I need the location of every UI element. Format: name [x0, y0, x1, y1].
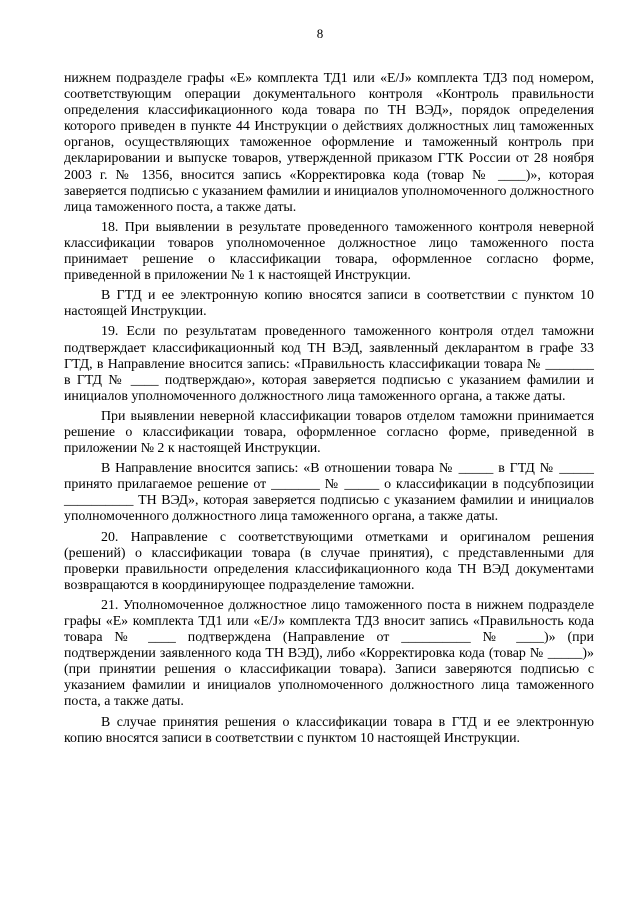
paragraph-wrong-classification: При выявлении неверной классификации товаров отделом таможни принимается решение о классификации товара, оформленное согласно форме, приведенной в приложении № 2 к настоящей Инструкции. — [64, 408, 594, 457]
paragraph-final: В случае принятия решения о классификации товара в ГТД и ее электронную копию вносятся записи в соответствии с пунктом 10 настоящей Инструкции. — [64, 714, 594, 746]
document-body — [64, 71, 594, 751]
paragraph-item-18: 18. При выявлении в результате проведенного таможенного контроля неверной классификации товаров уполномоченное должностное лицо таможенного поста принимает решение о классификации товара, оформленное согласно форме, приведенной в приложении № 1 к настоящей Инструкции. — [64, 219, 594, 284]
paragraph-direction-record: В Направление вносится запись: «В отношении товара № _____ в ГТД № _____ принято прилагаемое решение от _______ № _____ о классификации в подсубпозиции __________ ТН ВЭД», которая заверяется подписью с указанием фамилии и инициалов уполномоченного должностного лица таможенного органа, а также даты. — [64, 461, 594, 525]
page-number: 8 — [316, 26, 324, 41]
paragraph-item-21: 21. Уполномоченное должностное лицо таможенного поста в нижнем подразделе графы «Е» комплекта ТД1 или «Е/J» комплекта ТД3 вносит запись «Правильность кода товара № ____ подтверждена (Направление от __________ № ____)» (при подтверждении заявленного кода ТН ВЭД), либо «Корректировка кода (товар № _____)» (при принятии решения о классификации товара). Записи заверяются подписью с указанием фамилии и инициалов уполномоченного должностного лица таможенного поста, а также даты. — [64, 597, 594, 710]
paragraph-continuation: нижнем подразделе графы «Е» комплекта ТД1 или «Е/J» комплекта ТД3 под номером, соответствующим операции документального контроля «Контроль правильности определения классификационного кода товара по ТН ВЭД», порядок определения которого приведен в пункте 44 Инструкции о действиях должностных лиц таможенных органов, осуществляющих таможенное оформление и таможенный контроль при декларировании и выпуске товаров, утвержденной приказом ГТК России от 28 ноября 2003 г. № 1356, вносится запись «Корректировка кода (товар № ____)», которая заверяется подписью с указанием фамилии и инициалов уполномоченного должностного лица таможенного поста, а также даты. — [64, 71, 594, 215]
paragraph-item-19: 19. Если по результатам проведенного таможенного контроля отдел таможни подтверждает классификационный код ТН ВЭД, заявленный декларантом в графе 33 ГТД, в Направление вносится запись: «Правильность классификации товара № _______ в ГТД № ____ подтверждаю», которая заверяется подписью с указанием фамилии и инициалов уполномоченного должностного лица таможенного органа, а также даты. — [64, 324, 594, 404]
paragraph-item-20: 20. Направление с соответствующими отметками и оригиналом решения (решений) о классификации товара (в случае принятия), с представленными для проверки правильности определения классификационного кода ТН ВЭД документами возвращаются в координирующее подразделение таможни. — [64, 529, 594, 593]
paragraph-gtd-records: В ГТД и ее электронную копию вносятся записи в соответствии с пунктом 10 настоящей Инструкции. — [64, 288, 594, 320]
